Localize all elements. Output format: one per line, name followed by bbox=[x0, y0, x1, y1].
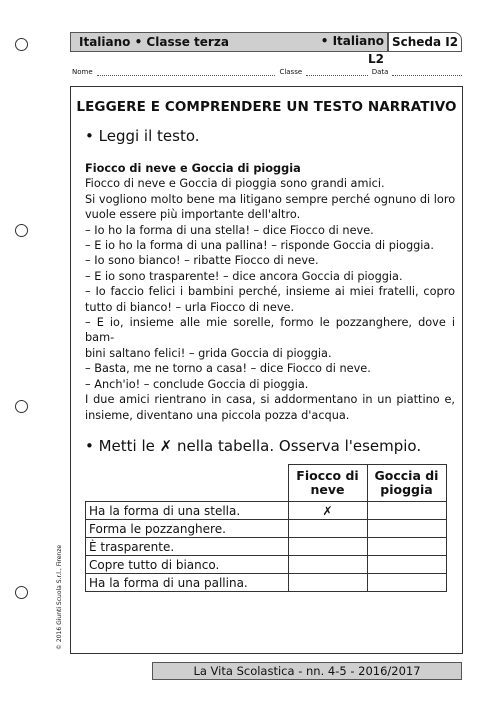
story-line: bini saltano felici! – grida Goccia di pioggia. bbox=[85, 346, 332, 360]
story-line: – Io ho la forma di una stella! – dice Fiocco di neve. bbox=[85, 223, 374, 237]
name-label: Nome bbox=[72, 68, 93, 76]
date-label: Data bbox=[371, 68, 389, 76]
worksheet-box bbox=[70, 86, 463, 654]
copyright-note: © 2016 Giunti Scuola S.r.l., Firenze bbox=[56, 544, 63, 650]
story-line: – Io sono bianco! – ribatte Fiocco di neve. bbox=[85, 254, 319, 268]
date-field[interactable] bbox=[392, 68, 462, 76]
name-field[interactable] bbox=[97, 68, 276, 76]
header-subject: Italiano • Classe terza bbox=[70, 32, 388, 52]
story-line: vuole essere più importante dell'altro. bbox=[85, 208, 301, 222]
story-line: – Anch'io! – conclude Goccia di pioggia. bbox=[85, 377, 309, 391]
class-label: Classe bbox=[279, 68, 303, 76]
story-line: – E io sono trasparente! – dice ancora Goccia di pioggia. bbox=[85, 269, 403, 283]
header-level: • Italiano L2 bbox=[320, 34, 384, 66]
table-row bbox=[86, 574, 447, 592]
table-row bbox=[86, 538, 447, 556]
row-label: È trasparente. bbox=[86, 538, 289, 556]
col-goccia-header: Goccia di pioggia bbox=[367, 465, 446, 502]
story-line: – Basta, me ne torno a casa! – dice Fiocco di neve. bbox=[85, 362, 371, 376]
story-line: I due amici rientrano in casa, si addormentano in un piattino e, bbox=[85, 393, 455, 407]
student-fields bbox=[72, 68, 462, 76]
story-line: tutto di bianco! – urla Fiocco di neve. bbox=[85, 300, 295, 314]
story-line: Fiocco di neve e Goccia di pioggia sono grandi amici. bbox=[85, 177, 385, 191]
goccia-cell[interactable] bbox=[367, 538, 446, 556]
fiocco-cell[interactable] bbox=[288, 556, 367, 574]
answer-table bbox=[85, 464, 447, 592]
fiocco-cell[interactable] bbox=[288, 574, 367, 592]
goccia-cell[interactable] bbox=[367, 556, 446, 574]
worksheet-title: LEGGERE E COMPRENDERE UN TESTO NARRATIVO bbox=[76, 99, 457, 115]
col-fiocco-header: Fiocco di neve bbox=[288, 465, 367, 502]
row-label: Ha la forma di una stella. bbox=[86, 502, 289, 520]
row-label: Forma le pozzanghere. bbox=[86, 520, 289, 538]
fiocco-cell[interactable]: ✗ bbox=[288, 502, 367, 520]
binder-hole-1 bbox=[15, 38, 28, 51]
footer-publication: La Vita Scolastica - nn. 4-5 - 2016/2017 bbox=[152, 662, 462, 680]
row-label: Ha la forma di una pallina. bbox=[86, 574, 289, 592]
header-sheet: Scheda I2 bbox=[388, 32, 462, 52]
story-line: Si vogliono molto bene ma litigano sempre perché ognuno di loro bbox=[85, 192, 456, 206]
goccia-cell[interactable] bbox=[367, 574, 446, 592]
instruction-read: • Leggi il testo. bbox=[85, 127, 200, 145]
story-text bbox=[85, 161, 455, 423]
story-line: – E io, insieme alle mie sorelle, formo le pozzanghere, dove i bam- bbox=[85, 316, 455, 345]
story-line: – Io faccio felici i bambini perché, insieme ai miei fratelli, copro bbox=[85, 285, 455, 299]
instruction-table: • Metti le ✗ nella tabella. Osserva l'esempio. bbox=[85, 437, 422, 455]
table-row bbox=[86, 502, 447, 520]
story-title: Fiocco di neve e Goccia di pioggia bbox=[85, 162, 301, 175]
table-row bbox=[86, 520, 447, 538]
goccia-cell[interactable] bbox=[367, 502, 446, 520]
fiocco-cell[interactable] bbox=[288, 538, 367, 556]
class-field[interactable] bbox=[306, 68, 368, 76]
binder-hole-4 bbox=[15, 586, 28, 599]
binder-hole-2 bbox=[15, 224, 28, 237]
table-header-row bbox=[86, 465, 447, 502]
binder-hole-3 bbox=[15, 400, 28, 413]
story-line: insieme, diventano una piccola pozza d'acqua. bbox=[85, 408, 350, 422]
story-line: – E io ho la forma di una pallina! – risponde Goccia di pioggia. bbox=[85, 239, 434, 253]
goccia-cell[interactable] bbox=[367, 520, 446, 538]
fiocco-cell[interactable] bbox=[288, 520, 367, 538]
row-label: Copre tutto di bianco. bbox=[86, 556, 289, 574]
table-row bbox=[86, 556, 447, 574]
